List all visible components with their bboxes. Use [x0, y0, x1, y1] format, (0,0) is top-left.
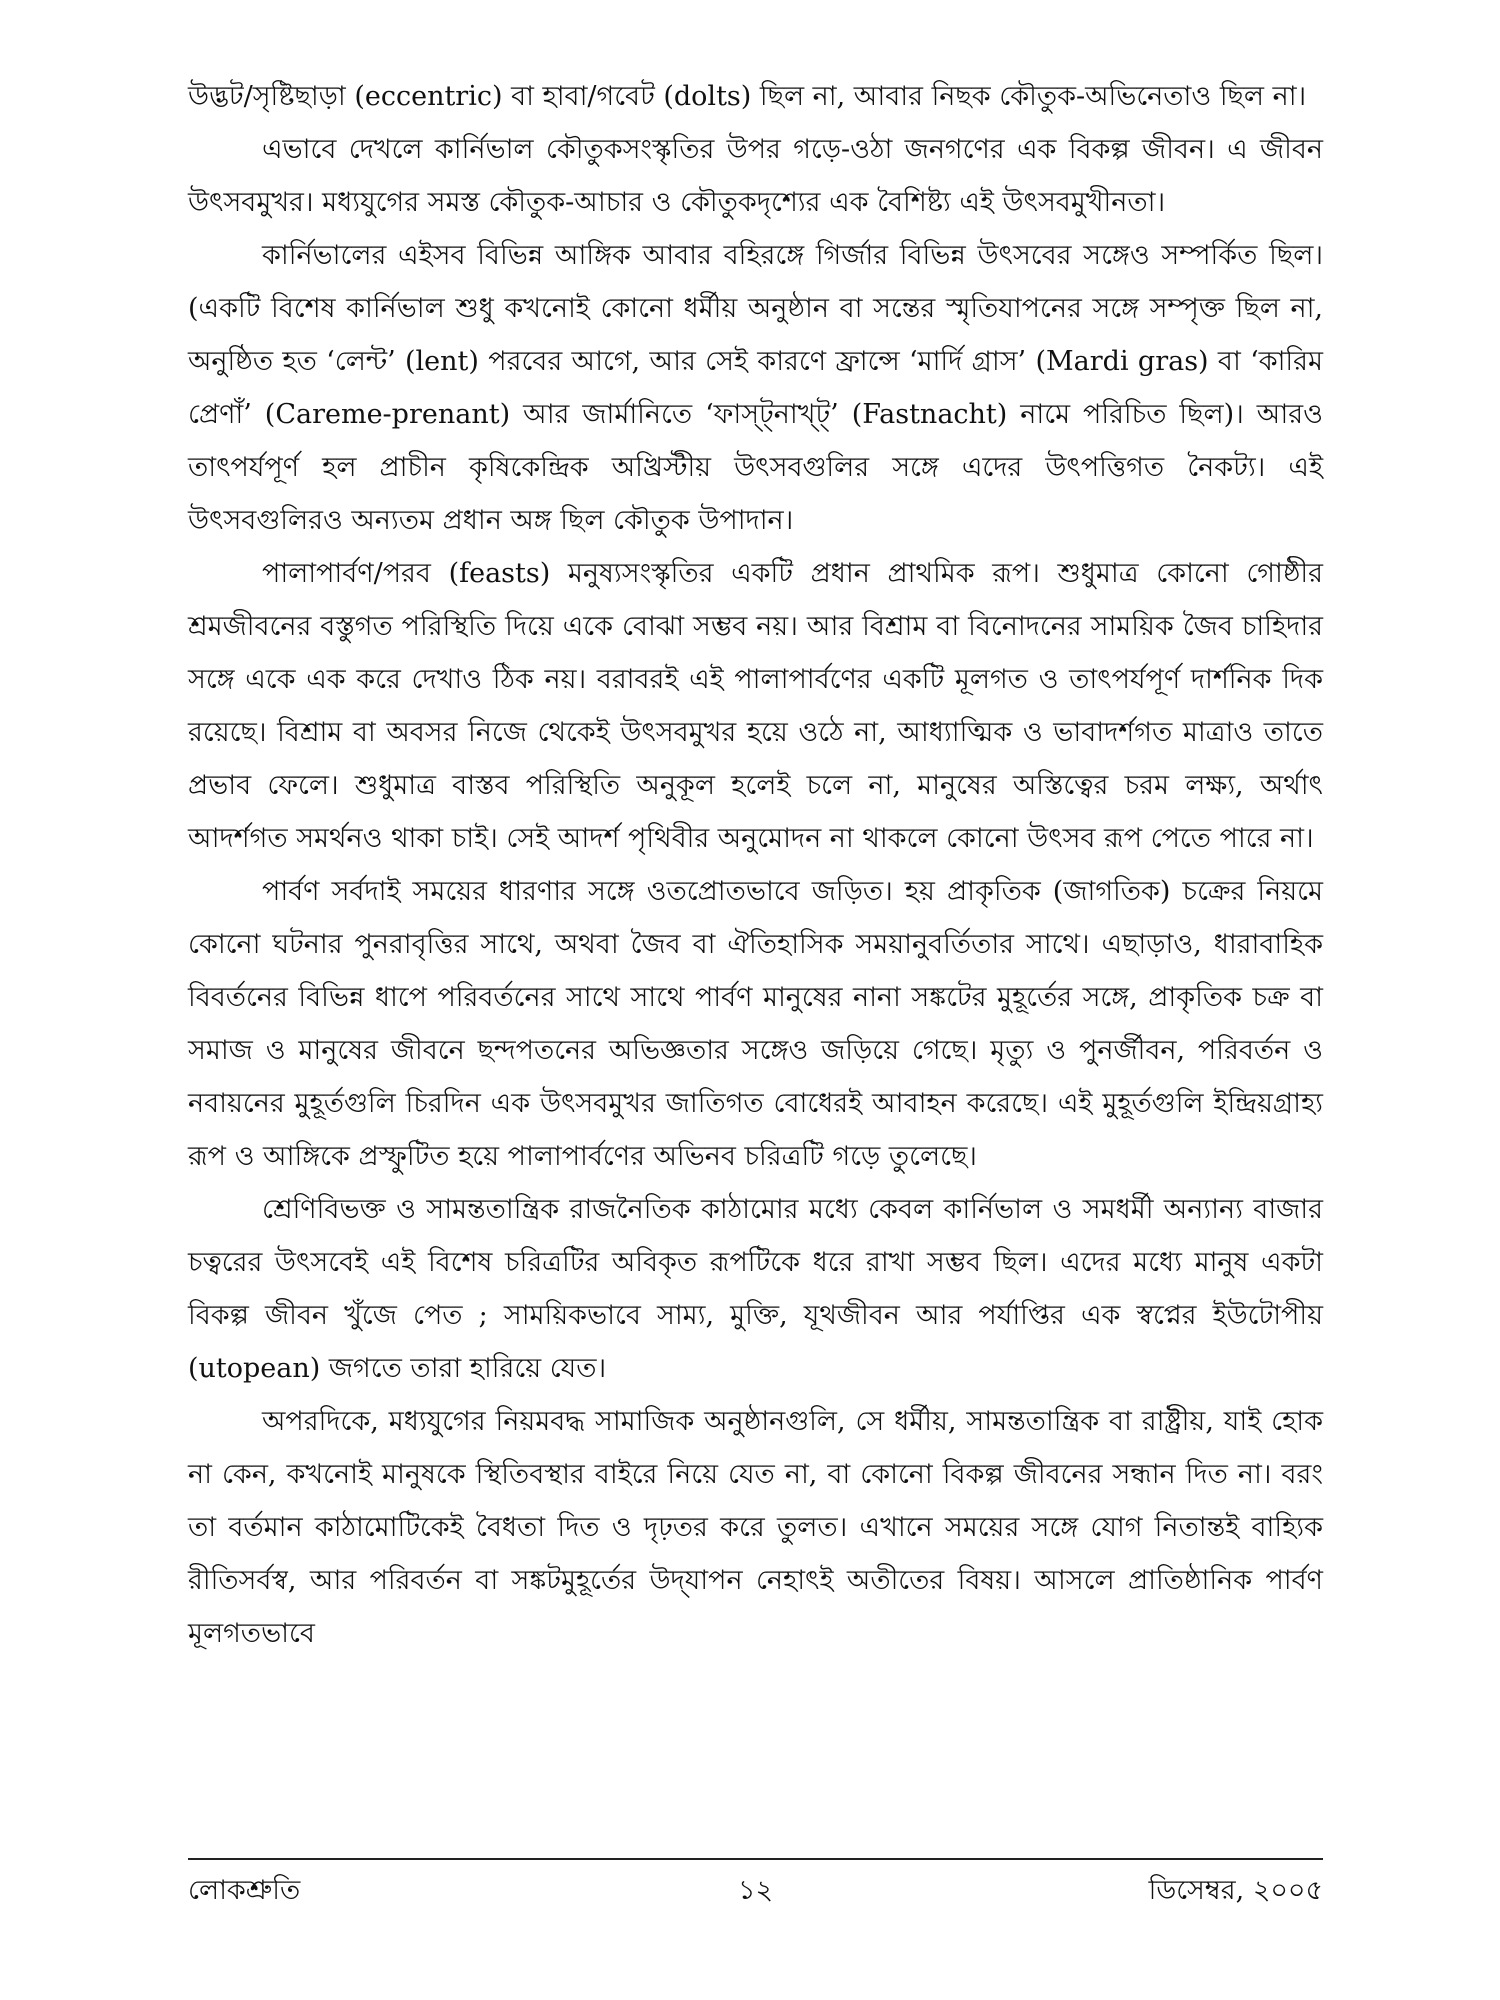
paragraph-2: এভাবে দেখলে কার্নিভাল কৌতুকসংস্কৃতির উপর গড়ে-ওঠা জনগণের এক বিকল্প জীবন। এ জীবন উৎসবমুখর। মধ্যযুগের সমস্ত কৌতুক-আচার ও কৌতুকদৃশ্যের এক বৈশিষ্ট্য এই উৎসবমুখীনতা। — [188, 134, 1323, 218]
page-number: ১২ — [737, 1875, 774, 1906]
footer-divider — [188, 1858, 1323, 1860]
paragraph-6: শ্রেণিবিভক্ত ও সামন্ততান্ত্রিক রাজনৈতিক কাঠামোর মধ্যে কেবল কার্নিভাল ও সমধর্মী অন্যান্য বাজার চত্বরের উৎসবেই এই বিশেষ চরিত্রটির অবিকৃত রূপটিকে ধরে রাখা সম্ভব ছিল। এদের মধ্যে মানুষ একটা বিকল্প জীবন খুঁজে পেত ; সাময়িকভাবে সাম্য, মুক্তি, যূথজীবন আর পর্যাপ্তির এক স্বপ্নের ইউটোপীয় (utopean) জগতে তারা হারিয়ে যেত। — [188, 1194, 1323, 1384]
paragraph-1: উদ্ভট/সৃষ্টিছাড়া (eccentric) বা হাবা/গবেট (dolts) ছিল না, আবার নিছক কৌতুক-অভিনেতাও ছিল না। — [188, 81, 1307, 112]
issue-date: ডিসেম্বর, ২০০৫ — [1148, 1875, 1323, 1906]
paragraph-4: পালাপার্বণ/পরব (feasts) মনুষ্যসংস্কৃতির একটি প্রধান প্রাথমিক রূপ। শুধুমাত্র কোনো গোষ্ঠীর শ্রমজীবনের বস্তুগত পরিস্থিতি দিয়ে একে বোঝা সম্ভব নয়। আর বিশ্রাম বা বিনোদনের সাময়িক জৈব চাহিদার সঙ্গে একে এক করে দেখাও ঠিক নয়। বরাবরই এই পালাপার্বণের একটি মূলগত ও তাৎপর্যপূর্ণ দার্শনিক দিক রয়েছে। বিশ্রাম বা অবসর নিজে থেকেই উৎসবমুখর হয়ে ওঠে না, আধ্যাত্মিক ও ভাবাদর্শগত মাত্রাও তাতে প্রভাব ফেলে। শুধুমাত্র বাস্তব পরিস্থিতি অনুকূল হলেই চলে না, মানুষের অস্তিত্বের চরম লক্ষ্য, অর্থাৎ আদর্শগত সমর্থনও থাকা চাই। সেই আদর্শ পৃথিবীর অনুমোদন না থাকলে কোনো উৎসব রূপ পেতে পারে না। — [188, 558, 1323, 854]
paragraph-3: কার্নিভালের এইসব বিভিন্ন আঙ্গিক আবার বহিরঙ্গে গির্জার বিভিন্ন উৎসবের সঙ্গেও সম্পর্কিত ছিল। (একটি বিশেষ কার্নিভাল শুধু কখনোই কোনো ধর্মীয় অনুষ্ঠান বা সন্তের স্মৃতিযাপনের সঙ্গে সম্পৃক্ত ছিল না, অনুষ্ঠিত হত ‘লেন্ট’ (lent) পরবের আগে, আর সেই কারণে ফ্রান্সে ‘মার্দি গ্রাস’ (Mardi gras) বা ‘কারিম প্রেণাঁ’ (Careme-prenant) আর জার্মানিতে ‘ফাস্ট্‌নাখ্‌ট্‌’ (Fastnacht) নামে পরিচিত ছিল)। আরও তাৎপর্যপূর্ণ হল প্রাচীন কৃষিকেন্দ্রিক অখ্রিস্টীয় উৎসবগুলির সঙ্গে এদের উৎপত্তিগত নৈকট্য। এই উৎসবগুলিরও অন্যতম প্রধান অঙ্গ ছিল কৌতুক উপাদান। — [188, 240, 1323, 536]
paragraph-5: পার্বণ সর্বদাই সময়ের ধারণার সঙ্গে ওতপ্রোতভাবে জড়িত। হয় প্রাকৃতিক (জাগতিক) চক্রের নিয়মে কোনো ঘটনার পুনরাবৃত্তির সাথে, অথবা জৈব বা ঐতিহাসিক সময়ানুবর্তিতার সাথে। এছাড়াও, ধারাবাহিক বিবর্তনের বিভিন্ন ধাপে পরিবর্তনের সাথে সাথে পার্বণ মানুষের নানা সঙ্কটের মুহূর্তের সঙ্গে, প্রাকৃতিক চক্র বা সমাজ ও মানুষের জীবনে ছন্দপতনের অভিজ্ঞতার সঙ্গেও জড়িয়ে গেছে। মৃত্যু ও পুনর্জীবন, পরিবর্তন ও নবায়নের মুহূর্তগুলি চিরদিন এক উৎসবমুখর জাতিগত বোধেরই আবাহন করেছে। এই মুহূর্তগুলি ইন্দ্রিয়গ্রাহ্য রূপ ও আঙ্গিকে প্রস্ফুটিত হয়ে পালাপার্বণের অভিনব চরিত্রটি গড়ে তুলেছে। — [188, 876, 1323, 1172]
paragraph-7: অপরদিকে, মধ্যযুগের নিয়মবদ্ধ সামাজিক অনুষ্ঠানগুলি, সে ধর্মীয়, সামন্ততান্ত্রিক বা রাষ্ট্রীয়, যাই হোক না কেন, কখনোই মানুষকে স্থিতিবস্থার বাইরে নিয়ে যেত না, বা কোনো বিকল্প জীবনের সন্ধান দিত না। বরং তা বর্তমান কাঠামোটিকেই বৈধতা দিত ও দৃঢ়তর করে তুলত। এখানে সময়ের সঙ্গে যোগ নিতান্তই বাহ্যিক রীতিসর্বস্ব, আর পরিবর্তন বা সঙ্কটমুহূর্তের উদ্‌যাপন নেহাৎই অতীতের বিষয়। আসলে প্রাতিষ্ঠানিক পার্বণ মূলগতভাবে — [188, 1406, 1323, 1649]
journal-name: লোকশ্রুতি — [188, 1875, 301, 1906]
body-text — [188, 70, 1323, 1660]
page-footer — [188, 1866, 1323, 1916]
